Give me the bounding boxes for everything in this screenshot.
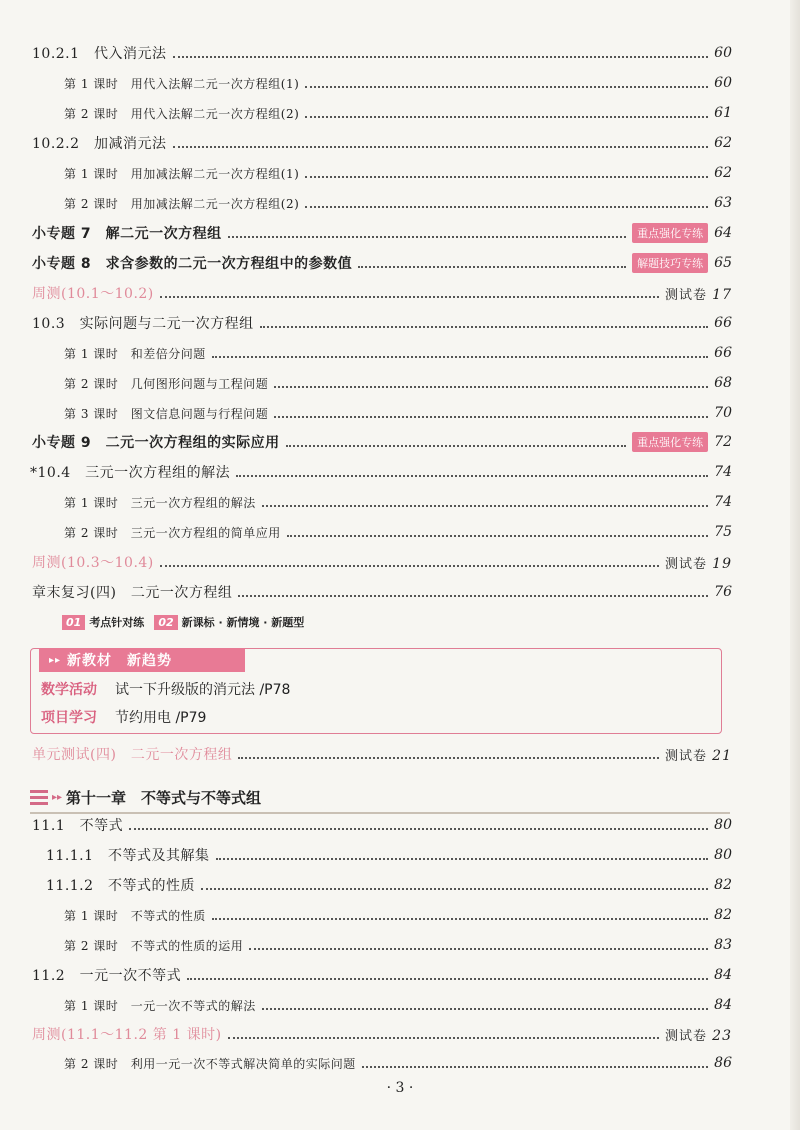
entry-page: 62 [714, 165, 732, 181]
entry-label: 11.2 一元一次不等式 [32, 968, 182, 984]
toc-weekly-test[interactable] [0, 549, 800, 575]
test-ref [665, 284, 732, 303]
entry-page: 80 [714, 847, 732, 863]
entry-page: 66 [714, 345, 732, 361]
toc-entry[interactable] [0, 1050, 800, 1076]
special-label: 小专题 8 求含参数的二元一次方程组中的参数值 [32, 256, 353, 272]
toc-unit-test[interactable] [0, 741, 800, 767]
entry-page: 75 [714, 524, 732, 540]
box-item-value: 试一下升级版的消元法 /P78 [115, 682, 291, 698]
tag-num: 02 [154, 615, 177, 630]
toc-review[interactable] [0, 579, 800, 605]
toc-entry[interactable] [0, 842, 800, 868]
toc-entry[interactable] [0, 872, 800, 898]
toc-entry[interactable] [0, 519, 800, 545]
toc-entry[interactable] [0, 902, 800, 928]
toc-entry[interactable] [0, 340, 800, 366]
toc-entry[interactable] [0, 932, 800, 958]
entry-page: 70 [714, 405, 732, 421]
unit-test-label: 单元测试(四) 二元一次方程组 [32, 747, 233, 763]
special-tag: 解题技巧专练 [632, 253, 708, 273]
tag-text: 新课标 · 新情境 · 新题型 [181, 616, 305, 629]
page-number: · 3 · [386, 1080, 414, 1096]
new-trend-box [30, 648, 722, 734]
toc-special-topic[interactable] [0, 250, 800, 276]
special-tag: 重点强化专练 [632, 432, 708, 452]
entry-label: 第 1 课时 和差倍分问题 [64, 346, 206, 361]
toc-entry[interactable] [0, 400, 800, 426]
test-label: 测试卷 [665, 287, 708, 303]
special-label: 小专题 7 解二元一次方程组 [32, 226, 222, 242]
entry-page: 64 [714, 225, 732, 241]
entry-page: 83 [714, 937, 732, 953]
entry-page: 60 [714, 75, 732, 91]
entry-label: 11.1.1 不等式及其解集 [46, 848, 210, 864]
box-title [39, 648, 245, 672]
box-item-key: 项目学习 [41, 710, 97, 726]
entry-page: 84 [714, 967, 732, 983]
double-arrow-icon: ▸▸ [52, 791, 63, 803]
special-label: 小专题 9 二元一次方程组的实际应用 [32, 435, 280, 451]
test-ref [665, 745, 732, 764]
entry-page: 84 [714, 997, 732, 1013]
entry-page: 65 [714, 255, 732, 271]
box-item[interactable] [41, 679, 290, 699]
entry-page: 86 [714, 1055, 732, 1071]
toc-entry[interactable] [0, 160, 800, 186]
toc-special-topic[interactable] [0, 429, 800, 455]
entry-label: 第 1 课时 用代入法解二元一次方程组(1) [64, 76, 300, 91]
entry-page: 82 [714, 907, 732, 923]
toc-section[interactable] [0, 962, 800, 988]
toc-entry[interactable] [0, 130, 800, 156]
weekly-label [32, 1024, 222, 1044]
entry-page: 60 [714, 45, 732, 61]
tag-num: 01 [62, 615, 85, 630]
toc-entry[interactable] [0, 70, 800, 96]
entry-label: 第 2 课时 不等式的性质的运用 [64, 938, 244, 953]
toc-entry[interactable] [0, 40, 800, 66]
toc-section[interactable] [0, 459, 800, 485]
toc-entry[interactable] [0, 489, 800, 515]
box-item[interactable] [41, 707, 206, 727]
entry-page: 82 [714, 877, 732, 893]
review-tag [62, 614, 144, 630]
review-tag [154, 614, 304, 630]
entry-page: 74 [714, 464, 732, 480]
toc-weekly-test[interactable] [0, 280, 800, 306]
test-ref [665, 1025, 732, 1044]
entry-page: 68 [714, 375, 732, 391]
test-num: 21 [712, 747, 732, 764]
test-num: 17 [712, 286, 732, 303]
box-item-key: 数学活动 [41, 682, 97, 698]
entry-label: 第 1 课时 用加减法解二元一次方程组(1) [64, 166, 300, 181]
toc-section[interactable] [0, 812, 800, 838]
entry-label: 第 2 课时 用加减法解二元一次方程组(2) [64, 196, 300, 211]
box-item-value: 节约用电 /P79 [115, 710, 207, 726]
toc-entry[interactable] [0, 190, 800, 216]
double-arrow-icon: ▸▸ [49, 654, 62, 666]
toc-special-topic[interactable] [0, 220, 800, 246]
entry-label: 第 2 课时 几何图形问题与工程问题 [64, 376, 269, 391]
weekly-label-a: 周测 [32, 1027, 61, 1043]
entry-label: 第 2 课时 利用一元一次不等式解决简单的实际问题 [64, 1056, 356, 1071]
toc-entry[interactable] [0, 370, 800, 396]
chapter-title: 第十一章 不等式与不等式组 [66, 788, 262, 807]
entry-label: 第 1 课时 一元一次不等式的解法 [64, 998, 256, 1013]
weekly-label: 周测(10.1～10.2) [32, 286, 154, 302]
box-title-text: 新教材 新趋势 [67, 653, 173, 669]
tag-text: 考点针对练 [89, 616, 145, 629]
entry-page: 66 [714, 315, 732, 331]
weekly-label: 周测(10.3～10.4) [32, 555, 154, 571]
entry-label: *10.4 三元一次方程组的解法 [30, 465, 231, 481]
entry-label: 第 2 课时 用代入法解二元一次方程组(2) [64, 106, 300, 121]
chapter-header [30, 782, 730, 814]
test-label: 测试卷 [665, 556, 708, 572]
toc-entry[interactable] [0, 100, 800, 126]
entry-label: 10.2.1 代入消元法 [32, 46, 167, 62]
entry-page: 76 [714, 584, 732, 600]
entry-label: 章末复习(四) 二元一次方程组 [32, 585, 233, 601]
book-spine-shadow [790, 0, 800, 1130]
test-num: 23 [712, 1027, 732, 1044]
entry-page: 62 [714, 135, 732, 151]
entry-label: 第 1 课时 三元一次方程组的解法 [64, 495, 256, 510]
entry-label: 10.2.2 加减消元法 [32, 136, 167, 152]
entry-label: 10.3 实际问题与二元一次方程组 [32, 316, 254, 332]
test-label: 测试卷 [665, 748, 708, 764]
entry-page: 80 [714, 817, 732, 833]
test-ref [665, 553, 732, 572]
review-tags [62, 614, 304, 630]
entry-page: 74 [714, 494, 732, 510]
entry-label: 11.1.2 不等式的性质 [46, 878, 196, 894]
book-stack-icon [30, 790, 48, 805]
test-num: 19 [712, 555, 732, 572]
entry-label: 第 3 课时 图文信息问题与行程问题 [64, 406, 269, 421]
entry-page: 61 [714, 105, 732, 121]
entry-page: 72 [714, 434, 732, 450]
toc-section[interactable] [0, 310, 800, 336]
test-label: 测试卷 [665, 1028, 708, 1044]
entry-page: 63 [714, 195, 732, 211]
special-tag: 重点强化专练 [632, 223, 708, 243]
entry-label: 第 2 课时 三元一次方程组的简单应用 [64, 525, 281, 540]
entry-label: 11.1 不等式 [32, 818, 124, 834]
toc-entry[interactable] [0, 992, 800, 1018]
toc-weekly-test[interactable] [0, 1021, 800, 1047]
weekly-label-b: (11.1～11.2 第 1 课时) [61, 1027, 222, 1043]
entry-label: 第 1 课时 不等式的性质 [64, 908, 206, 923]
